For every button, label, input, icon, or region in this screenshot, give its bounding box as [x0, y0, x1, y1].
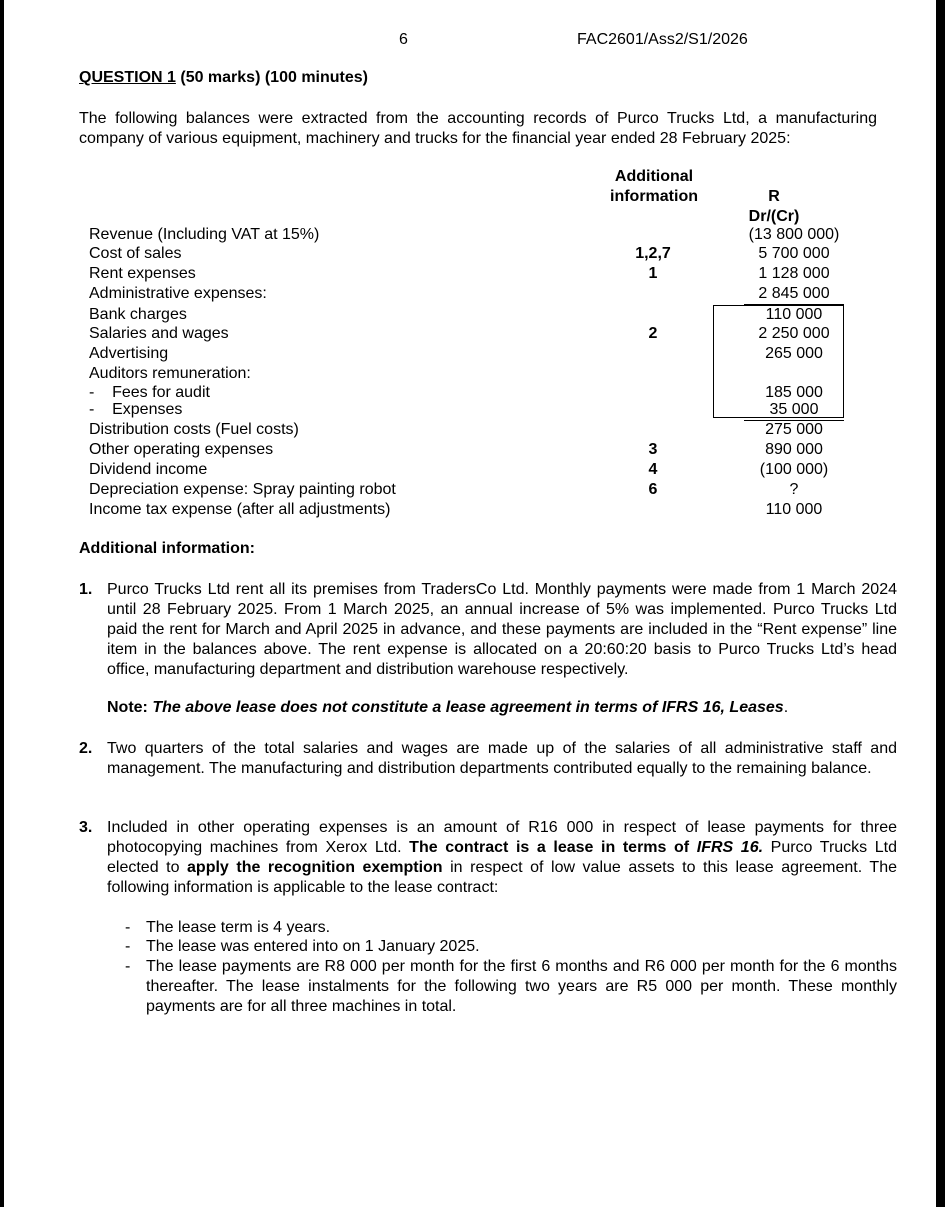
table-row: Depreciation expense: Spray painting robot 6 ? [89, 481, 799, 498]
table-row: Dividend income 4 (100 000) [89, 461, 829, 478]
bullet-dash: - [125, 938, 131, 955]
table-row: Administrative expenses: 2 845 000 [4, 284, 936, 304]
bullet-dash: - [125, 919, 131, 936]
question-marks: (50 marks) (100 minutes) [180, 69, 368, 86]
question-number: QUESTION 1 [79, 69, 176, 86]
item-3-number: 3. [79, 819, 93, 836]
page-number: 6 [399, 31, 408, 48]
bullet-item: The lease was entered into on 1 January 2025. [146, 938, 480, 955]
item-1-number: 1. [79, 581, 93, 598]
question-title [79, 69, 368, 87]
bullet-item: The lease payments are R8 000 per month for the first 6 months and R6 000 per month for the 6 months thereafter. The lease instalments for the following two years are R5 000 per month. These monthly payments are for all three machines in total. [146, 958, 897, 1015]
table-row: - Expenses 35 000 [4, 400, 936, 420]
table-row: Auditors remuneration: [89, 365, 251, 382]
table-row: Bank charges 110 000 [89, 306, 823, 323]
table-row: Income tax expense (after all adjustments) 110 000 [89, 501, 823, 518]
document-page [4, 0, 936, 1207]
table-row: Cost of sales 1,2,7 5 700 000 [89, 245, 830, 262]
table-row: Other operating expenses 3 890 000 [89, 441, 823, 458]
question-intro: The following balances were extracted from the accounting records of Purco Trucks Ltd, a manufacturing company of various equipment, machinery and trucks for the financial year ended 28 February 2025: [79, 110, 877, 147]
table-row: Rent expenses 1 1 128 000 [89, 265, 830, 282]
item-1-text: Purco Trucks Ltd rent all its premises from TradersCo Ltd. Monthly payments were made from 1 March 2024 until 28 February 2025. From 1 March 2025, an annual increase of 5% was implemented. Purco Trucks Ltd paid the rent for March and April 2025 in advance, and these payments are included in the “Rent expense” line item in the balances above. The rent expense is allocated on a 20:60:20 basis to Purco Trucks Ltd’s head office, manufacturing department and distribution warehouse respectively. [107, 581, 897, 678]
item-2-number: 2. [79, 740, 93, 757]
bullet-item: The lease term is 4 years. [146, 919, 331, 936]
table-row: Advertising 265 000 [89, 345, 823, 362]
item-2-text: Two quarters of the total salaries and wages are made up of the salaries of all administrative staff and management. The manufacturing and distribution departments contributed equally to the remaining balance. [107, 740, 897, 777]
table-row: Distribution costs (Fuel costs) 275 000 [89, 421, 823, 438]
document-code: FAC2601/Ass2/S1/2026 [577, 31, 748, 48]
table-row: - Fees for audit 185 000 [89, 384, 823, 401]
table-row: Salaries and wages 2 2 250 000 [89, 325, 830, 342]
col-header-amount: R Dr/(Cr) [748, 188, 800, 225]
table-row: Revenue (Including VAT at 15%) (13 800 000) [89, 226, 840, 243]
col-header-info: Additional information [610, 168, 698, 205]
item-1-note: Note: The above lease does not constitute a lease agreement in terms of IFRS 16, Leases. [107, 699, 789, 716]
item-3-text: Included in other operating expenses is an amount of R16 000 in respect of lease payments for three photocopying machines from Xerox Ltd. The contract is a lease in terms of IFRS 16. Purco Trucks Ltd elected to apply the recognition exemption in respect of low value assets to this lease agreement. The following information is applicable to the lease contract: [107, 819, 898, 896]
bullet-dash: - [125, 958, 131, 975]
additional-heading: Additional information: [79, 540, 255, 557]
